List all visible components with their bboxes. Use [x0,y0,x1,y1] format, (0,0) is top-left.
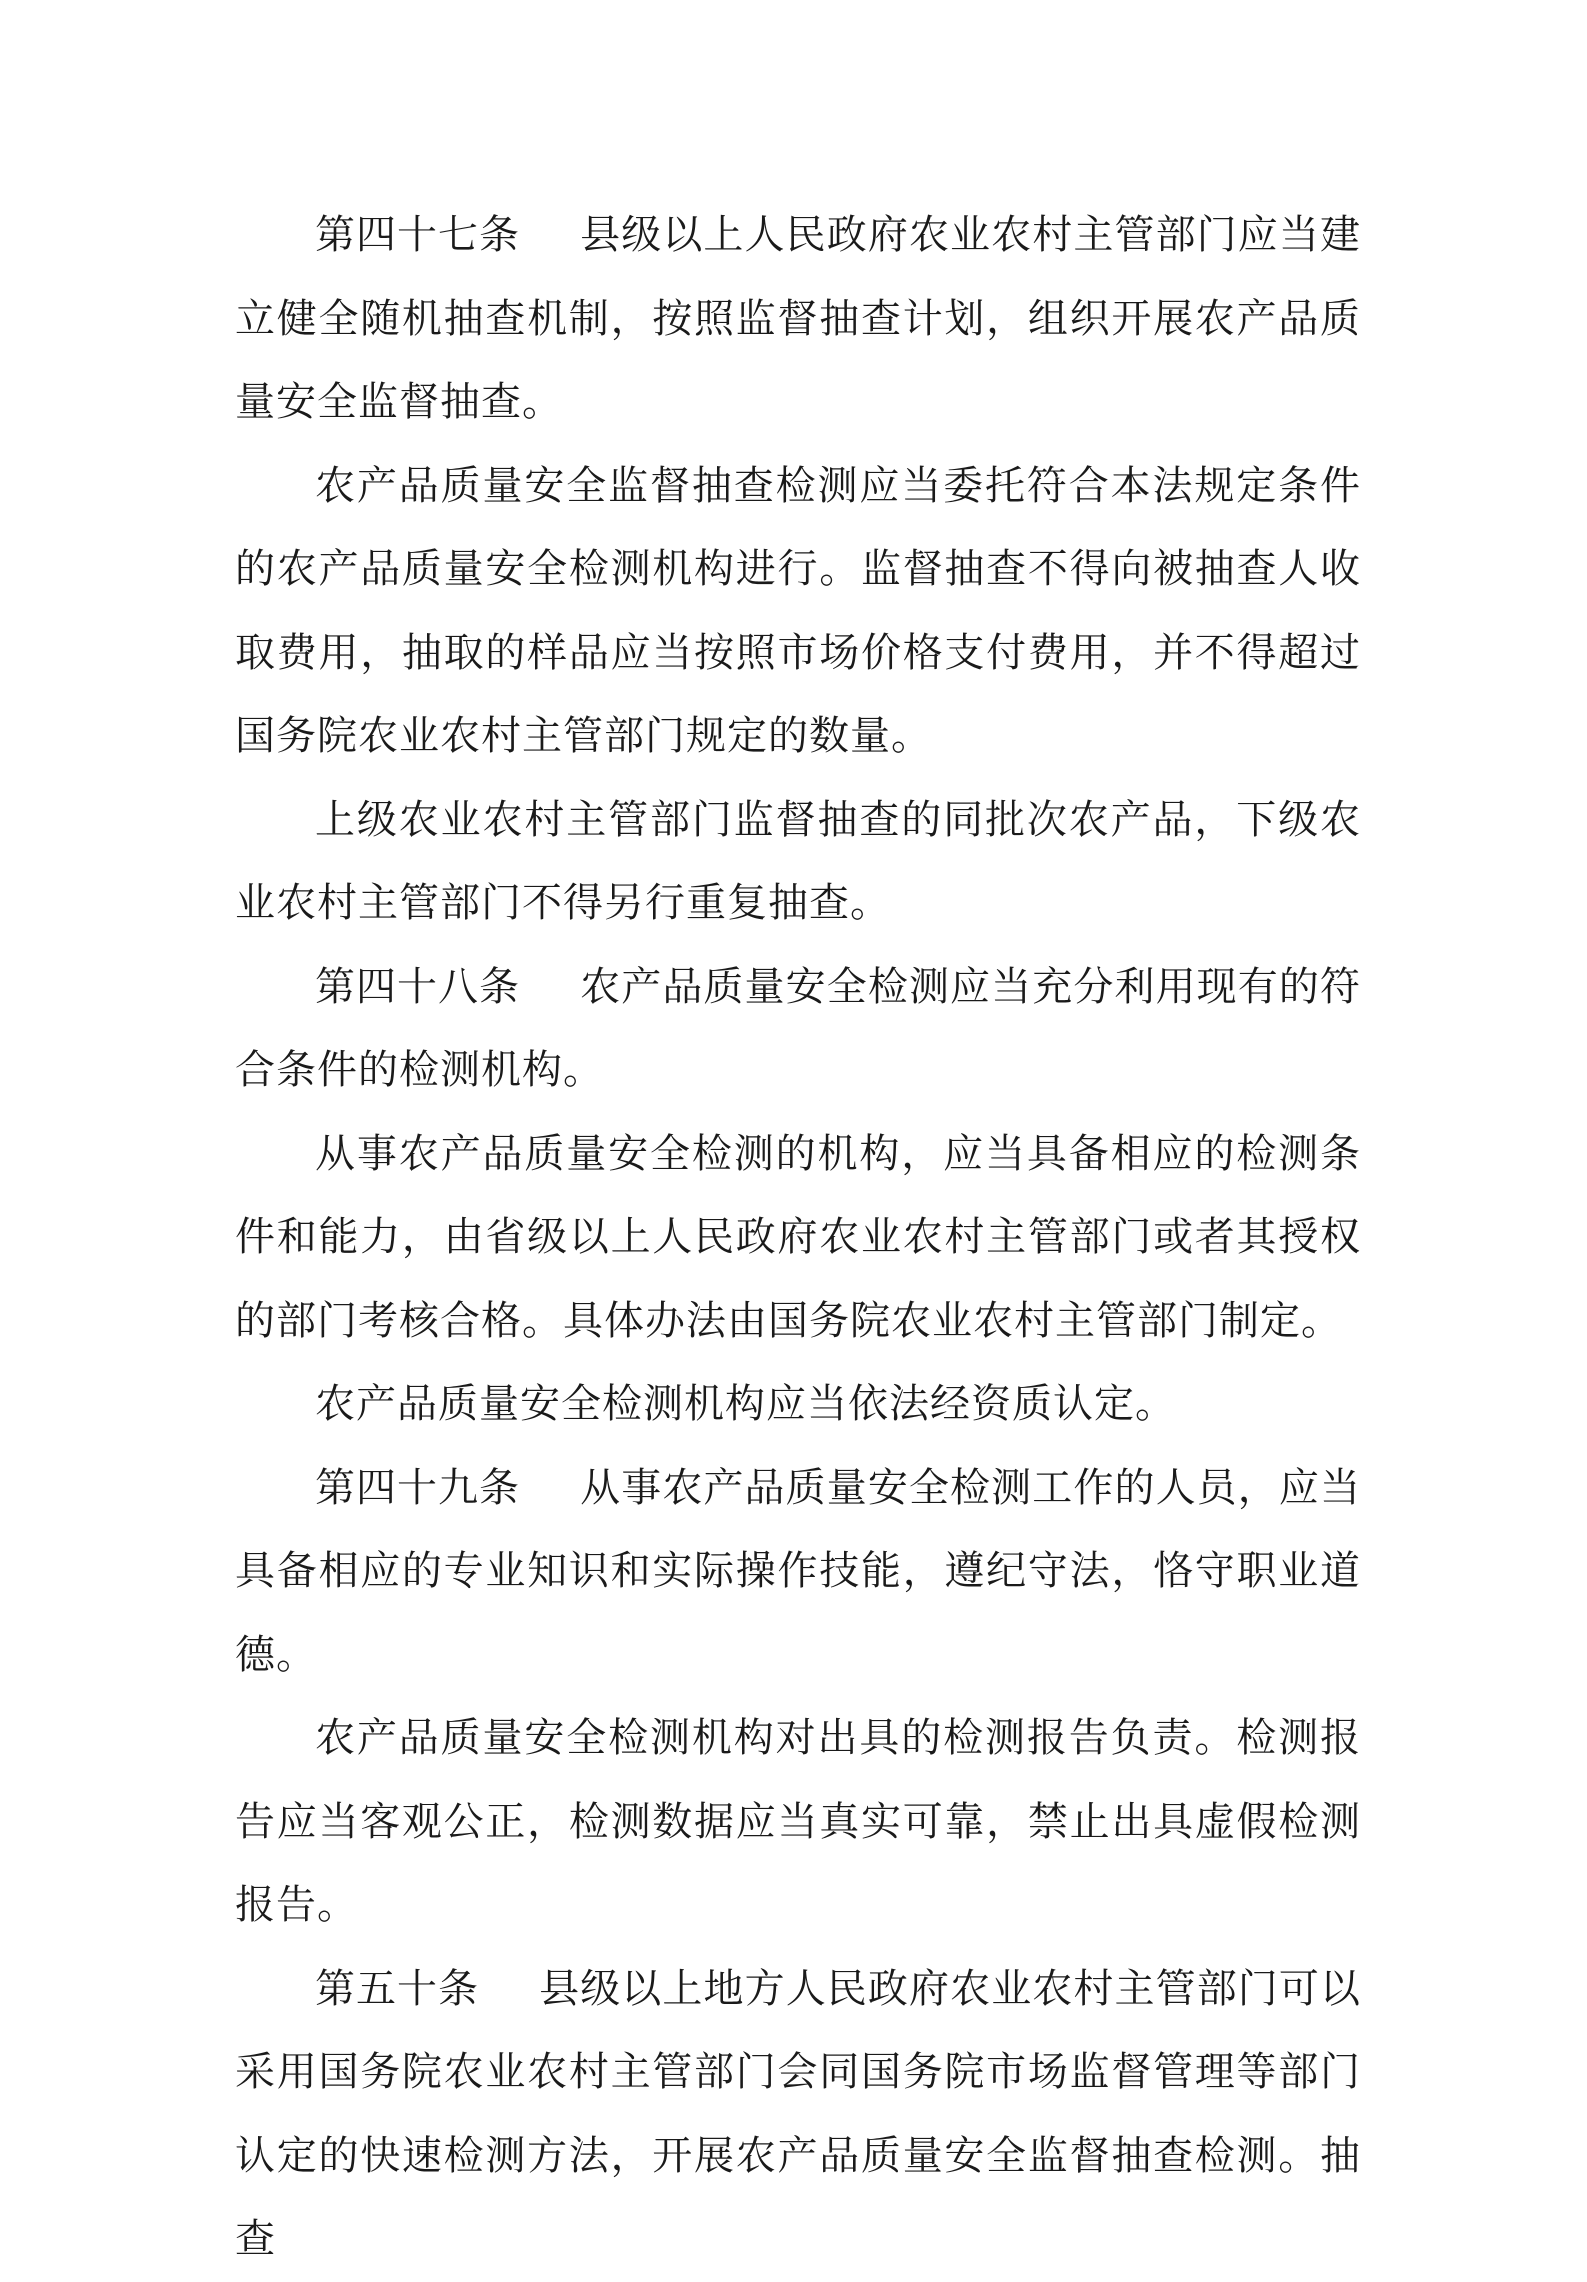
article-number: 第四十七条 [315,212,520,258]
article-number: 第四十九条 [315,1464,520,1511]
paragraph-text: 从事农产品质量安全检测的机构，应当具备相应的检测条件和能力，由省级以上人民政府农业农村主管部门或者其授权的部门考核合格。具体办法由国务院农业农村主管部门制定。 [235,1130,1361,1344]
paragraph-article-48-2 [235,1113,1361,1364]
paragraph-text: 县级以上地方人民政府农业农村主管部门可以采用国务院农业农村主管部门会同国务院市场监督管理等部门认定的快速检测方法，开展农产品质量安全监督抽查检测。抽查 [235,1965,1361,2262]
paragraph-article-49 [235,1447,1361,1698]
paragraph-text: 农产品质量安全监督抽查检测应当委托符合本法规定条件的农产品质量安全检测机构进行。监督抽查不得向被抽查人收取费用，抽取的样品应当按照市场价格支付费用，并不得超过国务院农业农村主管部门规定的数量。 [235,462,1361,759]
paragraph-article-50 [235,1948,1361,2282]
paragraph-article-47 [235,194,1361,445]
article-number: 第四十八条 [315,963,520,1010]
article-number: 第五十条 [315,1965,479,2012]
paragraph-text: 从事农产品质量安全检测工作的人员，应当具备相应的专业知识和实际操作技能，遵纪守法，恪守职业道德。 [235,1464,1361,1678]
paragraph-text: 上级农业农村主管部门监督抽查的同批次农产品，下级农业农村主管部门不得另行重复抽查。 [235,796,1361,926]
paragraph-article-47-3 [235,779,1361,946]
paragraph-article-49-2 [235,1697,1361,1948]
paragraph-article-48 [235,946,1361,1113]
paragraph-text: 农产品质量安全检测应当充分利用现有的符合条件的检测机构。 [235,963,1361,1093]
paragraph-text: 农产品质量安全检测机构对出具的检测报告负责。检测报告应当客观公正，检测数据应当真实可靠，禁止出具虚假检测报告。 [235,1715,1361,1928]
paragraph-text: 县级以上人民政府农业农村主管部门应当建立健全随机抽查机制，按照监督抽查计划，组织开展农产品质量安全监督抽查。 [235,212,1361,425]
paragraph-text: 农产品质量安全检测机构应当依法经资质认定。 [315,1381,1176,1427]
paragraph-article-47-2 [235,445,1361,779]
paragraph-article-48-3 [235,1363,1361,1447]
document-body [235,194,1361,2282]
